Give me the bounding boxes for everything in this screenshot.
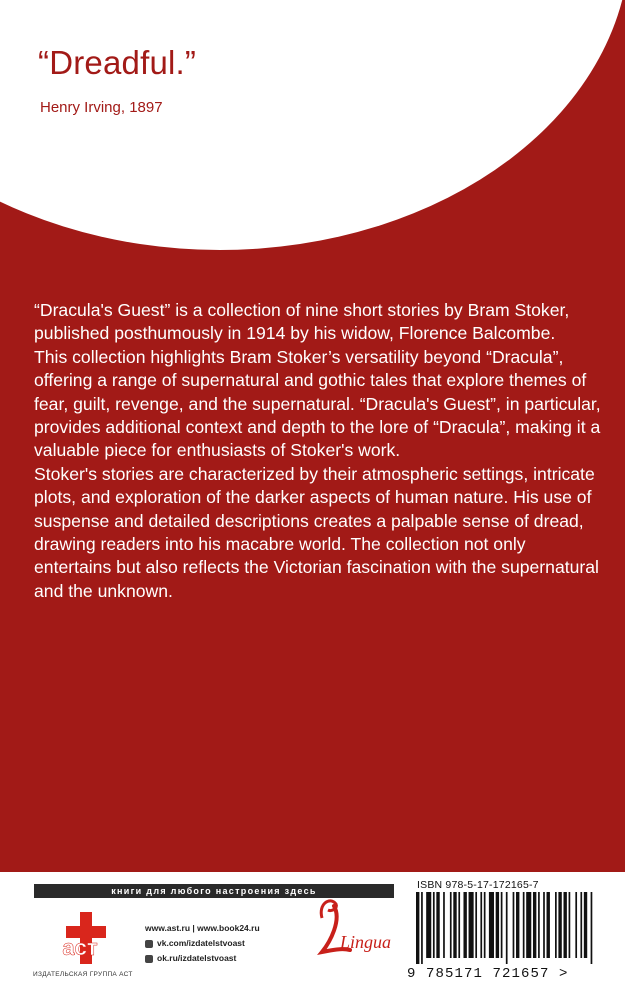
barcode-bar: [506, 892, 508, 964]
barcode-bar: [453, 892, 456, 958]
book-description: [34, 299, 604, 603]
barcode-bar: [575, 892, 577, 958]
barcode-bar: [526, 892, 531, 958]
barcode-bar: [523, 892, 525, 958]
barcode-bar: [469, 892, 474, 958]
barcode-bar: [475, 892, 477, 958]
barcode-bar: [533, 892, 536, 958]
barcode-bar: [501, 892, 503, 958]
lingua-logo-text: Lingua: [340, 932, 392, 952]
ok-icon: [145, 955, 153, 963]
barcode-bar: [538, 892, 540, 958]
barcode-bar: [516, 892, 519, 958]
barcode-bar: [416, 892, 419, 964]
description-paragraph: This collection highlights Bram Stoker’s versatility beyond “Dracula”, offering a range of supernatural and gothic tales that explore themes of fear, guilt, revenge, and the supernatural. “Dracula's Guest”, in particular, provides additional context and depth to the lore of “Dracula”, making it a valuable piece for enthusiasts of Stoker's work.: [34, 346, 601, 461]
barcode-bar: [443, 892, 445, 958]
publisher-tagline: книги для любого настроения здесь: [34, 884, 394, 898]
ast-publisher-logo: [40, 908, 120, 968]
ast-logo-text: аст: [62, 935, 98, 960]
barcode-bar: [584, 892, 587, 958]
publisher-caption: ИЗДАТЕЛЬСКАЯ ГРУППА АСТ: [33, 971, 133, 978]
vk-icon: [145, 940, 153, 948]
ok-row: [145, 951, 260, 966]
isbn-label: ISBN 978-5-17-172165-7: [417, 879, 539, 891]
barcode-icon: [416, 892, 594, 964]
barcode-bar: [458, 892, 460, 958]
barcode-bar: [463, 892, 466, 958]
barcode-bar: [480, 892, 482, 958]
barcode-bar: [513, 892, 515, 958]
lingua-imprint-logo: [312, 890, 396, 970]
barcode-bar: [484, 892, 486, 958]
barcode-bar: [563, 892, 566, 958]
review-quote: “Dreadful.”: [38, 44, 197, 81]
barcode-bar: [489, 892, 494, 958]
isbn-digits: 9 785171 721657 >: [407, 966, 569, 982]
quote-attribution: Henry Irving, 1897: [40, 99, 163, 116]
barcode-bar: [436, 892, 439, 958]
barcode-bar: [496, 892, 499, 958]
barcode-bar: [569, 892, 571, 958]
barcode-bar: [426, 892, 431, 958]
vk-row: [145, 936, 260, 951]
barcode-bar: [421, 892, 423, 964]
barcode-bar: [591, 892, 593, 964]
publisher-links: [145, 921, 260, 966]
barcode-bar: [450, 892, 452, 958]
vk-link[interactable]: vk.com/izdatelstvoast: [157, 938, 245, 948]
description-paragraph: Stoker's stories are characterized by their atmospheric settings, intricate plots, and exploration of the darker aspects of human nature. His use of suspense and detailed descriptions creates a palpable sense of dread, drawing readers into his macabre world. The collection not only entertains but also reflects the Victorian fascination with the supernatural and the unknown.: [34, 463, 599, 601]
white-circle-decoration: [0, 0, 625, 250]
barcode-bar: [580, 892, 582, 958]
website-row: [145, 921, 260, 936]
description-paragraph: “Dracula's Guest” is a collection of nine short stories by Bram Stoker, published posthumously in 1914 by his widow, Florence Balcombe.: [34, 300, 570, 344]
ok-link[interactable]: ok.ru/izdatelstvoast: [157, 953, 237, 963]
barcode-bar: [558, 892, 561, 958]
barcode-bar: [543, 892, 545, 958]
barcode-bar: [433, 892, 435, 958]
barcode-bar: [547, 892, 550, 958]
barcode-bar: [555, 892, 557, 958]
websites-link[interactable]: www.ast.ru | www.book24.ru: [145, 923, 260, 933]
